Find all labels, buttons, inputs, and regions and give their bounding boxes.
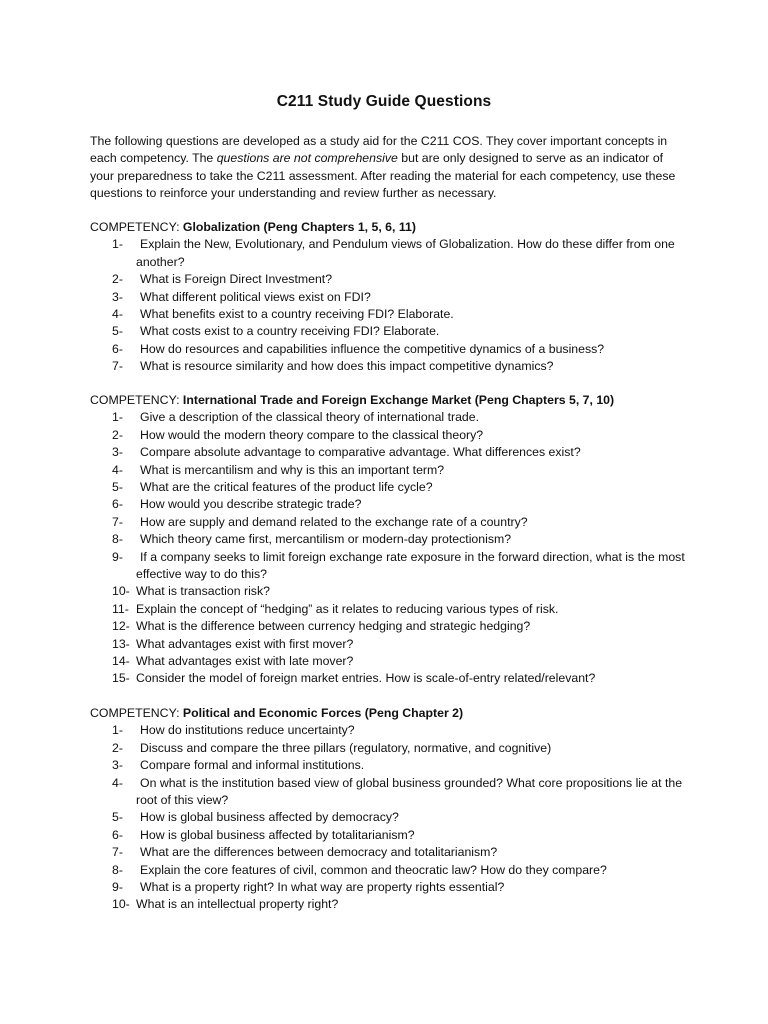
- question-item: [90, 862, 690, 879]
- question-number: 8-: [112, 862, 123, 877]
- question-item: [90, 670, 690, 687]
- question-number: 7-: [112, 359, 123, 374]
- question-item: [90, 879, 690, 896]
- question-item: [90, 549, 690, 584]
- intro-text-1: The following questions are developed as a study aid for the C211 COS. They cover important concepts in each competency. The: [90, 134, 668, 166]
- question-item: [90, 341, 690, 358]
- question-text: Compare absolute advantage to comparative advantage. What differences exist?: [140, 445, 581, 460]
- question-list: [90, 722, 690, 913]
- question-number: 2-: [112, 427, 123, 442]
- question-number: 10-: [112, 897, 130, 912]
- question-text: What are the critical features of the product life cycle?: [140, 480, 433, 495]
- question-item: [90, 323, 690, 340]
- question-number: 4-: [112, 462, 123, 477]
- question-text: What is mercantilism and why is this an important term?: [140, 462, 445, 477]
- question-item: [90, 757, 690, 774]
- section-heading: [90, 392, 690, 409]
- question-text: Consider the model of foreign market entries. How is scale-of-entry related/relevant?: [136, 671, 596, 686]
- intro-emphasis: questions are not comprehensive: [216, 151, 398, 166]
- question-item: [90, 775, 690, 810]
- question-number: 4-: [112, 307, 123, 322]
- section-heading: [90, 705, 690, 722]
- question-text: Discuss and compare the three pillars (regulatory, normative, and cognitive): [140, 740, 552, 755]
- question-list: [90, 409, 690, 688]
- question-item: [90, 496, 690, 513]
- question-number: 10-: [112, 584, 130, 599]
- question-number: 15-: [112, 671, 130, 686]
- question-text: What are the differences between democracy and totalitarianism?: [140, 845, 498, 860]
- question-item: [90, 358, 690, 375]
- question-item: [90, 409, 690, 426]
- question-item: [90, 583, 690, 600]
- question-number: 9-: [112, 549, 123, 564]
- question-number: 3-: [112, 289, 123, 304]
- question-item: [90, 618, 690, 635]
- question-text: Explain the concept of “hedging” as it relates to reducing various types of risk.: [136, 601, 559, 616]
- question-item: [90, 844, 690, 861]
- question-item: [90, 601, 690, 618]
- competency-label: COMPETENCY:: [90, 393, 180, 407]
- question-item: [90, 653, 690, 670]
- question-text: Give a description of the classical theory of international trade.: [140, 410, 480, 425]
- competency-title: Globalization (Peng Chapters 1, 5, 6, 11): [179, 220, 416, 234]
- question-text: Explain the core features of civil, common and theocratic law? How do they compare?: [140, 862, 607, 877]
- question-text: How would the modern theory compare to the classical theory?: [140, 427, 484, 442]
- question-item: [90, 444, 690, 461]
- question-text: How is global business affected by democracy?: [140, 810, 399, 825]
- question-number: 6-: [112, 341, 123, 356]
- competency-title: International Trade and Foreign Exchange Market (Peng Chapters 5, 7, 10): [179, 393, 615, 407]
- question-text: How is global business affected by totalitarianism?: [140, 827, 415, 842]
- competency-label: COMPETENCY:: [90, 220, 180, 234]
- document-title: C211 Study Guide Questions: [276, 93, 492, 110]
- intro-text-2: but are only designed to serve as an indicator of your preparedness to take the C211 assessment. After reading the material for each competency, use these questions to reinforce your understanding and review further as necessary.: [90, 151, 676, 201]
- question-text: How do institutions reduce uncertainty?: [140, 723, 355, 738]
- question-text: What is resource similarity and how does this impact competitive dynamics?: [140, 359, 554, 374]
- question-number: 1-: [112, 410, 123, 425]
- question-text: How do resources and capabilities influence the competitive dynamics of a business?: [140, 341, 605, 356]
- question-item: [90, 896, 690, 913]
- question-number: 13-: [112, 636, 130, 651]
- question-number: 2-: [112, 740, 123, 755]
- question-text: Explain the New, Evolutionary, and Pendulum views of Globalization. How do these differ from one another?: [136, 237, 675, 269]
- competency-section-political-economic: [90, 705, 690, 914]
- question-text: What benefits exist to a country receiving FDI? Elaborate.: [140, 307, 454, 322]
- question-number: 7-: [112, 845, 123, 860]
- question-number: 5-: [112, 324, 123, 339]
- question-number: 3-: [112, 445, 123, 460]
- question-text: On what is the institution based view of global business grounded? What core propositions lie at the root of this view?: [136, 775, 683, 808]
- question-item: [90, 427, 690, 444]
- question-item: [90, 740, 690, 757]
- question-number: 9-: [112, 880, 123, 895]
- question-text: What different political views exist on FDI?: [140, 289, 371, 304]
- question-number: 8-: [112, 532, 123, 547]
- question-number: 7-: [112, 514, 123, 529]
- question-item: [90, 462, 690, 479]
- section-heading: [90, 219, 690, 236]
- question-number: 12-: [112, 619, 130, 634]
- question-item: [90, 827, 690, 844]
- question-number: 5-: [112, 480, 123, 495]
- question-text: What advantages exist with late mover?: [136, 654, 354, 669]
- question-text: Compare formal and informal institutions.: [140, 758, 365, 773]
- question-number: 6-: [112, 497, 123, 512]
- question-text: Which theory came first, mercantilism or modern-day protectionism?: [140, 532, 512, 547]
- question-item: [90, 289, 690, 306]
- question-text: What costs exist to a country receiving FDI? Elaborate.: [140, 324, 440, 339]
- question-item: [90, 236, 690, 271]
- question-item: [90, 722, 690, 739]
- question-item: [90, 479, 690, 496]
- question-text: How are supply and demand related to the exchange rate of a country?: [140, 514, 528, 529]
- question-item: [90, 531, 690, 548]
- question-text: How would you describe strategic trade?: [140, 497, 362, 512]
- competency-section-globalization: [90, 219, 690, 376]
- question-number: 5-: [112, 810, 123, 825]
- question-number: 1-: [112, 237, 123, 252]
- question-number: 6-: [112, 827, 123, 842]
- question-number: 2-: [112, 272, 123, 287]
- question-number: 1-: [112, 723, 123, 738]
- question-number: 11-: [112, 601, 129, 616]
- question-text: What is Foreign Direct Investment?: [140, 272, 333, 287]
- question-text: What is the difference between currency hedging and strategic hedging?: [136, 619, 531, 634]
- question-text: If a company seeks to limit foreign exchange rate exposure in the forward direction, what is the most effective way to do this?: [136, 549, 685, 582]
- question-number: 3-: [112, 758, 123, 773]
- question-number: 4-: [112, 775, 123, 790]
- question-text: What is an intellectual property right?: [136, 897, 339, 912]
- question-item: [90, 514, 690, 531]
- question-item: [90, 809, 690, 826]
- question-item: [90, 636, 690, 653]
- competency-section-trade: [90, 392, 690, 688]
- competency-label: COMPETENCY:: [90, 706, 180, 720]
- competency-title: Political and Economic Forces (Peng Chapter 2): [179, 706, 464, 720]
- intro-paragraph: [90, 133, 690, 203]
- question-list: [90, 236, 690, 375]
- question-text: What is transaction risk?: [136, 584, 270, 599]
- question-text: What advantages exist with first mover?: [136, 636, 354, 651]
- question-number: 14-: [112, 654, 130, 669]
- question-item: [90, 306, 690, 323]
- question-item: [90, 271, 690, 288]
- question-text: What is a property right? In what way are property rights essential?: [140, 880, 505, 895]
